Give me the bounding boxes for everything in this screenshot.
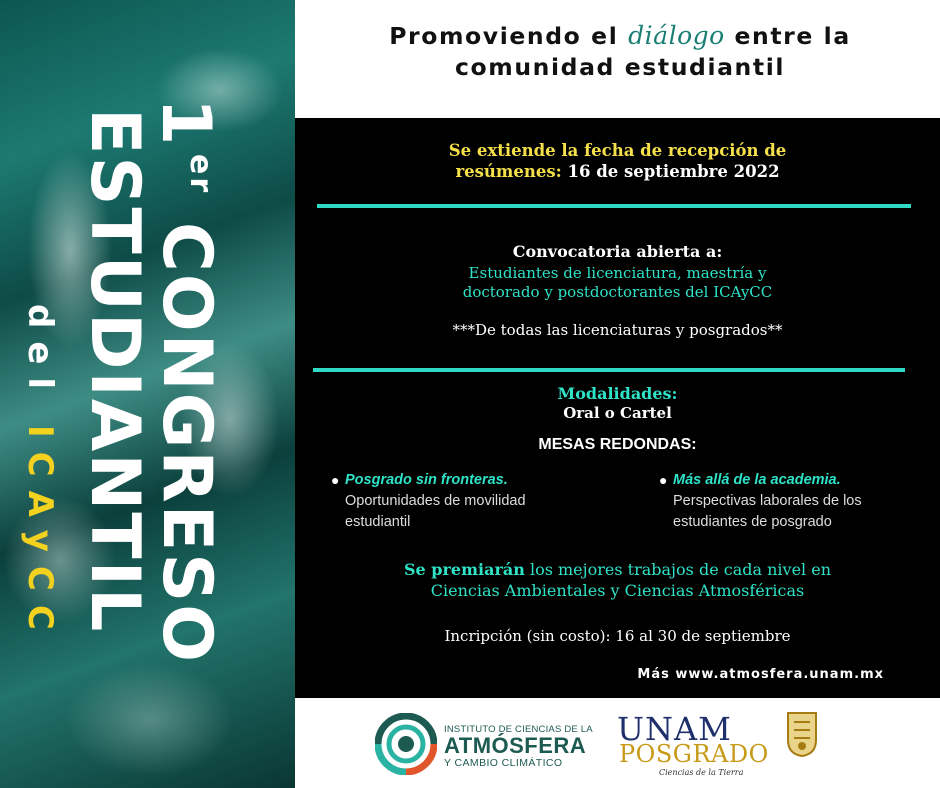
banner-connector: del: [20, 304, 60, 403]
headline-line1: [300, 20, 940, 52]
registration-dates: Incripción (sin costo): 16 al 30 de septiembre: [444, 627, 791, 645]
unam-logo-sub: Ciencias de la Tierra: [659, 768, 744, 777]
icaycc-logo-text: [444, 724, 593, 769]
roundtable-desc-line1: Perspectivas laborales de los: [673, 493, 862, 509]
info-panel: [295, 118, 940, 698]
roundtable-item: [331, 470, 585, 533]
awards-rest: los mejores trabajos de cada nivel en: [524, 560, 832, 579]
roundtable-desc-line2: estudiantil: [345, 514, 411, 530]
awards-line1: [295, 559, 940, 580]
headline-emphasis: diálogo: [628, 21, 725, 50]
deadline-line1: Se extiende la fecha de recepción de: [448, 141, 787, 160]
banner-number: 1: [146, 98, 225, 148]
headline: [300, 20, 940, 83]
bullet-icon: ●: [659, 472, 668, 488]
roundtable-title: Más allá de la academia.: [673, 472, 841, 488]
convocatoria-note: ***De todas las licenciaturas y posgrados**: [452, 321, 783, 339]
roundtable-title: Posgrado sin fronteras.: [345, 472, 508, 488]
modalidades-heading: Modalidades:: [557, 384, 678, 403]
unam-logo-top: UNAM: [617, 710, 732, 748]
headline-part1: Promoviendo el: [389, 22, 629, 50]
roundtable-desc-line1: Oportunidades de movilidad: [345, 493, 526, 509]
awards-lead: Se premiarán: [403, 560, 525, 579]
unam-logo-bottom: POSGRADO: [619, 740, 769, 768]
bullet-icon: ●: [331, 472, 340, 488]
divider-2: [313, 368, 905, 372]
banner-institute: ICAyCC: [20, 425, 60, 644]
deadline-label: resúmenes:: [455, 162, 562, 181]
roundtable-item: [659, 470, 913, 533]
icaycc-logo-icon: [375, 713, 437, 775]
logo-strip: [295, 698, 940, 788]
unam-shield-icon: [785, 710, 819, 758]
website-link[interactable]: Más www.atmosfera.unam.mx: [637, 667, 884, 682]
awards-notice: [295, 559, 940, 601]
divider-1: [317, 204, 911, 208]
deadline-notice: [295, 140, 940, 182]
deadline-line2: [295, 161, 940, 182]
icaycc-line2: ATMÓSFERA: [444, 733, 587, 758]
banner-word-estudiantil: ESTUDIANTIL: [75, 108, 154, 634]
banner-ordinal: er: [183, 154, 218, 196]
icaycc-line1: INSTITUTO DE CIENCIAS DE LA: [444, 724, 593, 735]
convocatoria-line1: Estudiantes de licenciatura, maestría y: [468, 264, 767, 282]
awards-line2: Ciencias Ambientales y Ciencias Atmosféricas: [430, 581, 805, 600]
convocatoria-heading: Convocatoria abierta a:: [512, 242, 723, 261]
mesas-heading: MESAS REDONDAS:: [538, 436, 697, 453]
headline-part2: entre la: [724, 22, 851, 50]
icaycc-line3: Y CAMBIO CLIMÁTICO: [444, 757, 563, 769]
convocatoria-audience: [295, 264, 940, 302]
modalidades-options: Oral o Cartel: [563, 404, 672, 422]
deadline-date: 16 de septiembre 2022: [561, 162, 780, 181]
unam-posgrado-logo: [617, 710, 777, 780]
congress-banner: [0, 0, 295, 788]
roundtable-desc-line2: estudiantes de posgrado: [673, 514, 832, 530]
banner-word-congreso: CONGRESO: [147, 222, 226, 665]
headline-line2: comunidad estudiantil: [454, 53, 786, 81]
convocatoria-line2: doctorado y postdoctorantes del ICAyCC: [462, 283, 773, 301]
